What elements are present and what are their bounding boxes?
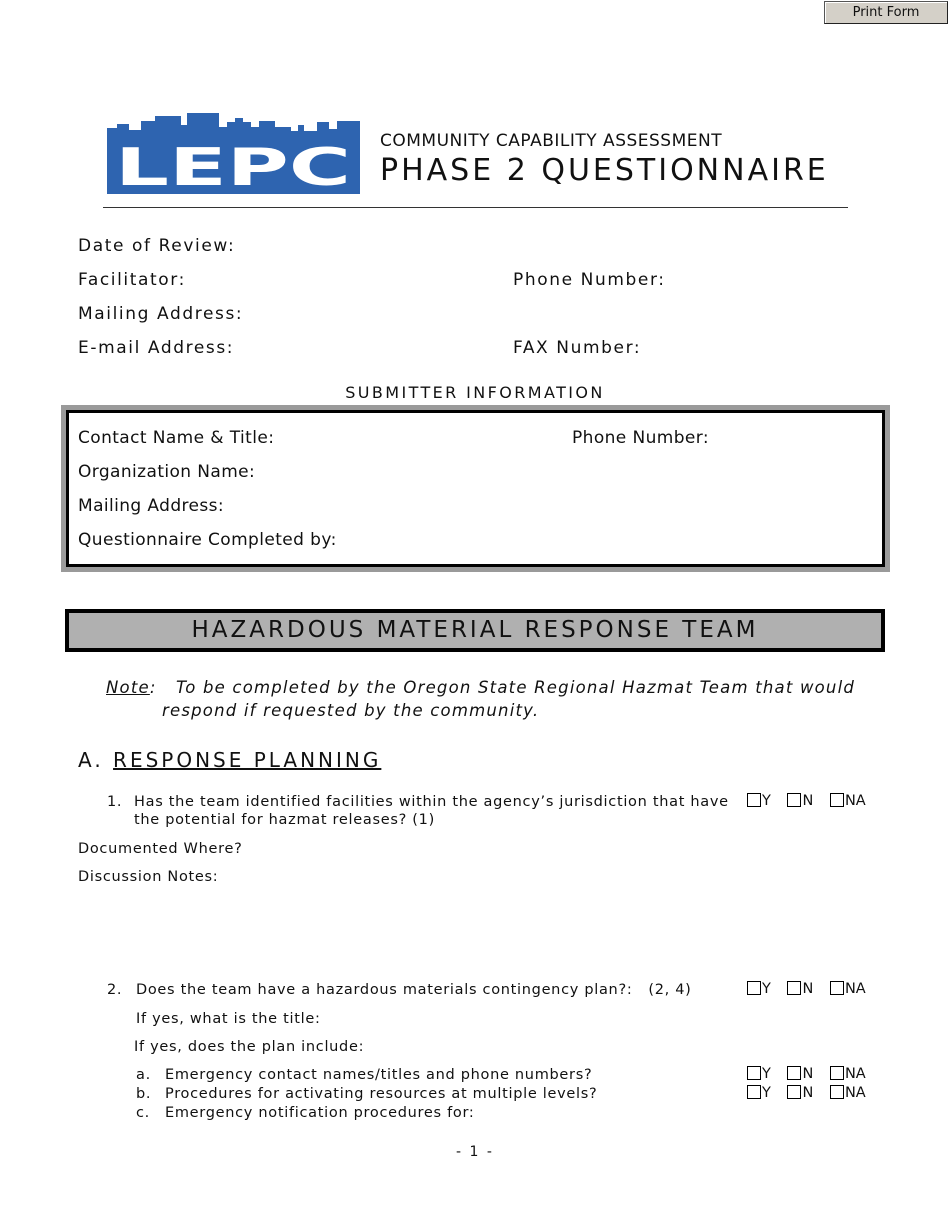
q1-yes-checkbox[interactable] bbox=[747, 793, 761, 807]
note-line-2: respond if requested by the community. bbox=[162, 701, 540, 720]
sub-a-letter: a. bbox=[136, 1067, 151, 1083]
sub-a-na-label: NA bbox=[844, 1066, 866, 1082]
organization-name-label: Organization Name: bbox=[78, 462, 256, 482]
q2-na-checkbox[interactable] bbox=[830, 981, 844, 995]
page-number: - 1 - bbox=[456, 1144, 494, 1160]
lepc-logo bbox=[107, 111, 360, 194]
submitter-mailing-address-label: Mailing Address: bbox=[78, 496, 225, 516]
logo-text: LEPC bbox=[115, 138, 351, 194]
header-subtitle: COMMUNITY CAPABILITY ASSESSMENT bbox=[380, 131, 723, 151]
sub-b-na-label: NA bbox=[844, 1085, 866, 1101]
date-of-review-label: Date of Review: bbox=[78, 236, 236, 256]
q1-line-2: the potential for hazmat releases? (1) bbox=[134, 812, 435, 828]
discussion-notes-label: Discussion Notes: bbox=[78, 869, 219, 885]
print-form-button[interactable]: Print Form bbox=[824, 1, 948, 24]
completed-by-label: Questionnaire Completed by: bbox=[78, 530, 337, 550]
sub-b-no-label: N bbox=[802, 1085, 814, 1101]
q2-yes-checkbox[interactable] bbox=[747, 981, 761, 995]
q1-number: 1. bbox=[107, 794, 123, 810]
q1-na-label: NA bbox=[844, 793, 866, 809]
sub-b-answer-group bbox=[747, 1085, 878, 1101]
documented-where-label: Documented Where? bbox=[78, 841, 243, 857]
submitter-inner bbox=[66, 410, 885, 567]
note-line-1: To be completed by the Oregon State Regional Hazmat Team that would bbox=[175, 678, 856, 697]
sub-c-letter: c. bbox=[136, 1105, 150, 1121]
section-note bbox=[106, 676, 866, 722]
sub-b-no-checkbox[interactable] bbox=[787, 1085, 801, 1099]
q2-yes-label: Y bbox=[762, 981, 771, 997]
q1-line-1: Has the team identified facilities within the agency’s jurisdiction that have bbox=[134, 794, 729, 810]
sub-b-text: Procedures for activating resources at multiple levels? bbox=[165, 1086, 598, 1102]
q1-answer-group bbox=[747, 793, 878, 809]
q2-include-label: If yes, does the plan include: bbox=[134, 1039, 365, 1055]
sub-a-yes-checkbox[interactable] bbox=[747, 1066, 761, 1080]
q2-number: 2. bbox=[107, 982, 123, 998]
fax-number-label: FAX Number: bbox=[513, 338, 642, 358]
sub-a-no-checkbox[interactable] bbox=[787, 1066, 801, 1080]
q2-no-checkbox[interactable] bbox=[787, 981, 801, 995]
submitter-box bbox=[61, 405, 890, 572]
mailing-address-label: Mailing Address: bbox=[78, 304, 244, 324]
sub-b-letter: b. bbox=[136, 1086, 152, 1102]
header-divider bbox=[103, 207, 848, 208]
q1-text bbox=[134, 793, 734, 829]
q1-na-checkbox[interactable] bbox=[830, 793, 844, 807]
facilitator-label: Facilitator: bbox=[78, 270, 186, 290]
q1-no-checkbox[interactable] bbox=[787, 793, 801, 807]
q2-text: Does the team have a hazardous materials contingency plan?: (2, 4) bbox=[136, 982, 692, 998]
contact-name-label: Contact Name & Title: bbox=[78, 428, 275, 448]
q2-no-label: N bbox=[802, 981, 814, 997]
q2-answer-group bbox=[747, 981, 878, 997]
subsection-heading bbox=[78, 748, 381, 772]
submitter-phone-label: Phone Number: bbox=[572, 428, 709, 448]
sub-a-na-checkbox[interactable] bbox=[830, 1066, 844, 1080]
note-label: Note bbox=[106, 678, 150, 697]
sub-c-text: Emergency notification procedures for: bbox=[165, 1105, 475, 1121]
q2-na-label: NA bbox=[844, 981, 866, 997]
subsection-title: RESPONSE PLANNING bbox=[113, 748, 382, 772]
page-title: PHASE 2 QUESTIONNAIRE bbox=[380, 153, 829, 188]
sub-a-text: Emergency contact names/titles and phone numbers? bbox=[165, 1067, 593, 1083]
q1-yes-label: Y bbox=[762, 793, 771, 809]
sub-a-answer-group bbox=[747, 1066, 878, 1082]
sub-b-yes-label: Y bbox=[762, 1085, 771, 1101]
submitter-heading: SUBMITTER INFORMATION bbox=[345, 383, 605, 402]
phone-number-label: Phone Number: bbox=[513, 270, 666, 290]
sub-a-yes-label: Y bbox=[762, 1066, 771, 1082]
sub-b-na-checkbox[interactable] bbox=[830, 1085, 844, 1099]
sub-a-no-label: N bbox=[802, 1066, 814, 1082]
note-colon: : bbox=[149, 678, 170, 697]
subsection-letter: A. bbox=[78, 748, 104, 772]
section-title-bar: HAZARDOUS MATERIAL RESPONSE TEAM bbox=[65, 609, 885, 652]
sub-b-yes-checkbox[interactable] bbox=[747, 1085, 761, 1099]
email-address-label: E-mail Address: bbox=[78, 338, 235, 358]
q1-no-label: N bbox=[802, 793, 814, 809]
q2-title-label: If yes, what is the title: bbox=[136, 1011, 321, 1027]
